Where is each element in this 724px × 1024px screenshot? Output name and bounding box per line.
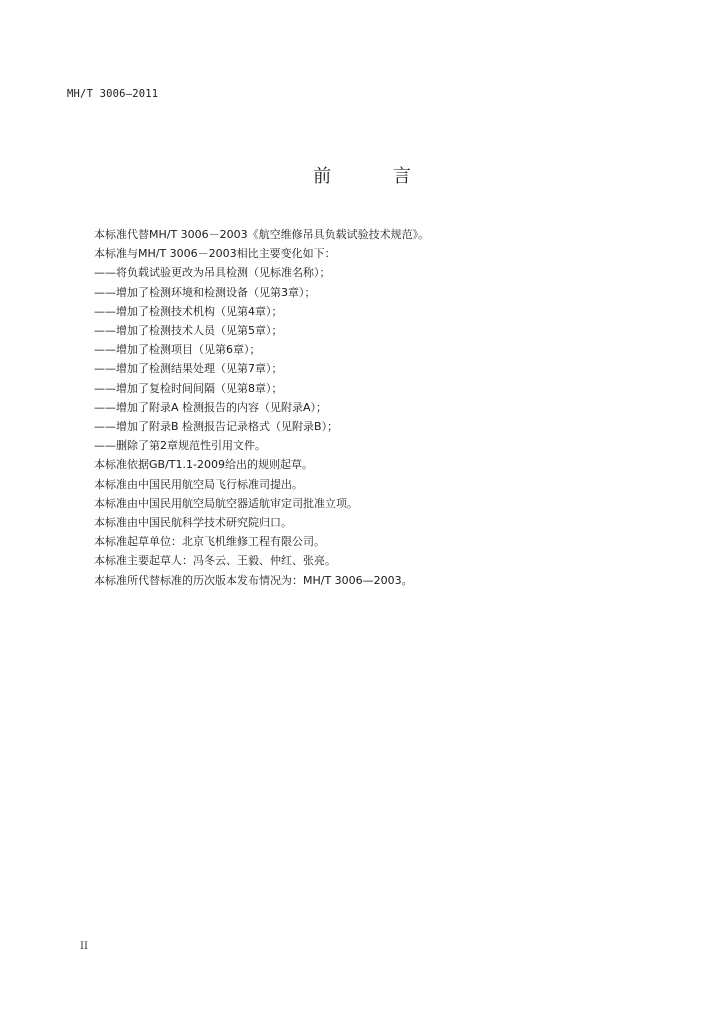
foreword-line: ——增加了复检时间间隔（见第8章）；	[94, 381, 283, 395]
foreword-line: 本标准所代替标准的历次版本发布情况为：MH/T 3006—2003。	[94, 573, 413, 587]
foreword-line: ——增加了附录B 检测报告记录格式（见附录B）；	[94, 420, 339, 433]
foreword-line: ——增加了检测环境和检测设备（见第3章）；	[94, 285, 316, 299]
foreword-line: ——增加了检测结果处理（见第7章）；	[94, 362, 283, 376]
foreword-line: 本标准代替MH/T 3006－2003《航空维修吊具负载试验技术规范》。	[94, 228, 430, 241]
foreword-line: 本标准依据GB/T1.1-2009给出的规则起草。	[94, 458, 313, 472]
foreword-line: 本标准由中国民用航空局飞行标准司提出。	[94, 477, 303, 491]
foreword-line: 本标准起草单位：北京飞机维修工程有限公司。	[94, 535, 325, 549]
foreword-line: ——增加了附录A 检测报告的内容（见附录A）；	[94, 400, 328, 414]
foreword-line: 本标准由中国民用航空局航空器适航审定司批准立项。	[94, 496, 358, 510]
foreword-line: 本标准与MH/T 3006－2003相比主要变化如下：	[94, 247, 336, 261]
foreword-line: 本标准主要起草人：冯冬云、王毅、仲红、张亮。	[94, 554, 336, 568]
foreword-line: 本标准由中国民航科学技术研究院归口。	[94, 516, 292, 529]
page-title: 前 言	[313, 166, 439, 187]
document-code: MH/T 3006—2011	[67, 88, 159, 100]
page-number: II	[80, 941, 88, 952]
foreword-line: ——增加了检测技术机构（见第4章）；	[94, 304, 283, 318]
foreword-line: ——增加了检测技术人员（见第5章）；	[94, 324, 283, 337]
foreword-line: ——删除了第2章规范性引用文件。	[94, 439, 266, 453]
foreword-line: ——增加了检测项目（见第6章）；	[94, 343, 261, 357]
foreword-line: ——将负载试验更改为吊具检测（见标准名称）；	[94, 266, 331, 280]
